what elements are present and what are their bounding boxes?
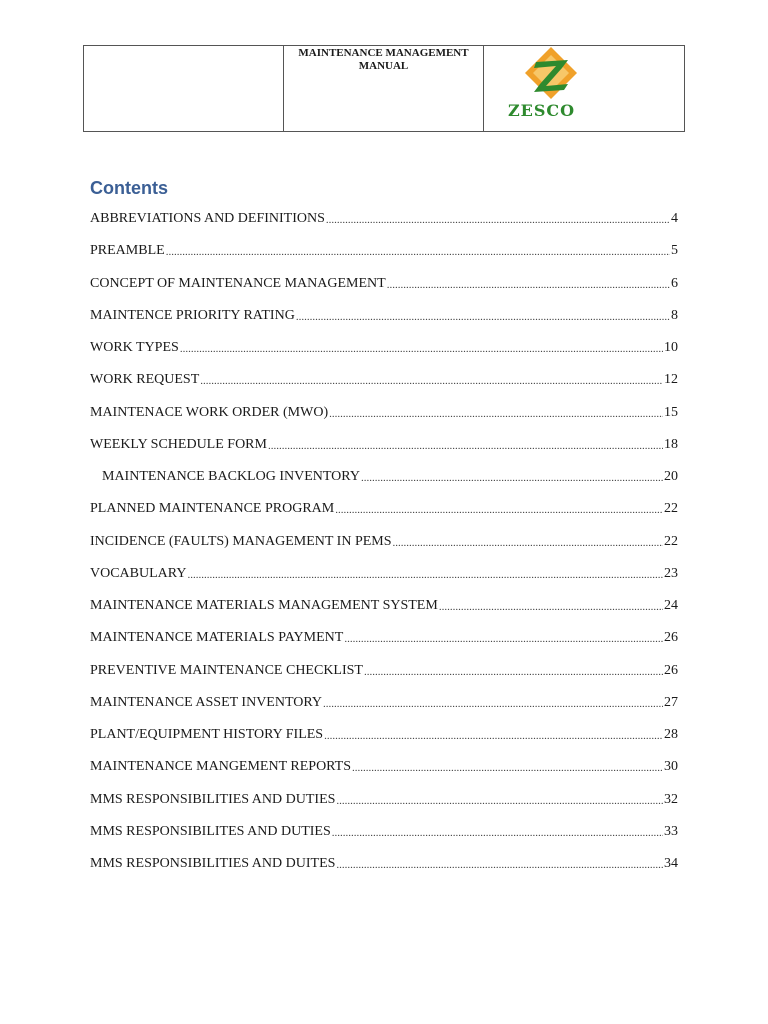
- toc-entry-title: PLANNED MAINTENANCE PROGRAM: [90, 501, 335, 517]
- toc-entry-page-number: 4: [671, 211, 678, 226]
- toc-entry[interactable]: [90, 467, 678, 499]
- toc-dot-leader: [187, 564, 663, 586]
- toc-entry-page-number: 15: [664, 404, 678, 420]
- table-of-contents: [90, 209, 678, 886]
- toc-dot-leader: [296, 306, 670, 328]
- toc-entry[interactable]: [90, 564, 678, 596]
- toc-entry-title: VOCABULARY: [90, 565, 187, 581]
- zesco-logo-text: ZESCO: [508, 101, 576, 120]
- toc-entry[interactable]: [90, 274, 678, 306]
- toc-entry-title: MAINTENANCE MATERIALS MANAGEMENT SYSTEM: [90, 598, 438, 613]
- toc-entry-page-number: 30: [664, 759, 678, 775]
- document-header-table: [83, 45, 685, 132]
- toc-entry[interactable]: [90, 370, 678, 402]
- toc-entry[interactable]: [90, 757, 678, 789]
- toc-entry[interactable]: [90, 532, 678, 564]
- toc-entry-title: INCIDENCE (FAULTS) MANAGEMENT IN PEMS: [90, 533, 392, 549]
- toc-entry-page-number: 33: [664, 823, 678, 839]
- toc-entry[interactable]: [90, 725, 678, 757]
- toc-entry[interactable]: [90, 661, 678, 693]
- toc-dot-leader: [361, 467, 663, 489]
- toc-entry-page-number: 12: [664, 372, 678, 388]
- toc-entry-title: MAINTENANCE MATERIALS PAYMENT: [90, 630, 344, 646]
- toc-entry-title: PREVENTIVE MAINTENANCE CHECKLIST: [90, 662, 363, 678]
- toc-entry-page-number: 6: [671, 275, 678, 291]
- toc-entry-title: MAINTENANCE MANGEMENT REPORTS: [90, 759, 352, 775]
- toc-dot-leader: [329, 403, 663, 425]
- toc-entry-title: MAINTENACE WORK ORDER (MWO): [90, 404, 329, 420]
- manual-title-line-1: MAINTENANCE MANAGEMENT: [298, 47, 469, 59]
- toc-entry-page-number: 5: [671, 243, 678, 259]
- toc-dot-leader: [387, 274, 670, 296]
- toc-dot-leader: [352, 757, 663, 779]
- toc-entry-title: ABBREVIATIONS AND DEFINITIONS: [90, 211, 325, 226]
- toc-entry-title: WORK TYPES: [90, 340, 179, 355]
- toc-entry[interactable]: [90, 306, 678, 338]
- toc-entry-page-number: 26: [664, 630, 678, 646]
- toc-dot-leader: [332, 822, 663, 844]
- toc-entry-title: CONCEPT OF MAINTENANCE MANAGEMENT: [90, 275, 386, 291]
- toc-entry[interactable]: [90, 790, 678, 822]
- toc-entry-page-number: 18: [664, 436, 678, 452]
- toc-entry[interactable]: [90, 338, 678, 370]
- toc-entry-page-number: 32: [664, 791, 678, 807]
- toc-dot-leader: [336, 854, 663, 876]
- toc-entry[interactable]: [90, 628, 678, 660]
- toc-entry[interactable]: [90, 499, 678, 531]
- toc-dot-leader: [323, 693, 663, 715]
- toc-entry-title: MAINTENANCE BACKLOG INVENTORY: [102, 469, 360, 484]
- toc-dot-leader: [326, 209, 670, 231]
- toc-dot-leader: [180, 338, 663, 360]
- toc-dot-leader: [324, 725, 663, 747]
- toc-dot-leader: [364, 661, 663, 683]
- toc-entry-page-number: 26: [664, 662, 678, 678]
- toc-entry[interactable]: [90, 693, 678, 725]
- toc-entry[interactable]: [90, 854, 678, 886]
- toc-entry-page-number: 34: [664, 856, 678, 871]
- toc-dot-leader: [344, 628, 663, 650]
- manual-title-line-2: MANUAL: [358, 60, 409, 72]
- header-title-cell: [284, 46, 484, 131]
- toc-entry-title: WEEKLY SCHEDULE FORM: [90, 436, 267, 452]
- toc-entry-page-number: 22: [664, 533, 678, 549]
- toc-entry-page-number: 24: [664, 598, 678, 613]
- toc-entry-title: PREAMBLE: [90, 243, 165, 259]
- toc-entry[interactable]: [90, 822, 678, 854]
- toc-entry-page-number: 10: [664, 340, 678, 355]
- toc-entry-page-number: 8: [671, 307, 678, 323]
- toc-entry-title: MMS RESPONSIBILITES AND DUTIES: [90, 823, 331, 839]
- toc-entry[interactable]: [90, 435, 678, 467]
- toc-entry-page-number: 20: [664, 469, 678, 484]
- toc-entry-page-number: 28: [664, 727, 678, 742]
- toc-entry-page-number: 22: [664, 501, 678, 517]
- toc-dot-leader: [268, 435, 663, 457]
- toc-entry[interactable]: [90, 596, 678, 628]
- toc-entry-title: PLANT/EQUIPMENT HISTORY FILES: [90, 727, 324, 742]
- toc-dot-leader: [439, 596, 663, 618]
- toc-dot-leader: [200, 370, 663, 392]
- toc-entry[interactable]: [90, 403, 678, 435]
- header-empty-cell: [84, 46, 284, 131]
- toc-entry-title: MAINTENCE PRIORITY RATING: [90, 307, 295, 323]
- toc-dot-leader: [393, 532, 663, 554]
- toc-entry-title: WORK REQUEST: [90, 372, 200, 388]
- toc-entry-page-number: 23: [664, 565, 678, 581]
- toc-entry-title: MMS RESPONSIBILITIES AND DUTIES: [90, 791, 336, 807]
- toc-entry[interactable]: [90, 241, 678, 273]
- toc-entry[interactable]: [90, 209, 678, 241]
- toc-dot-leader: [336, 790, 663, 812]
- toc-entry-title: MAINTENANCE ASSET INVENTORY: [90, 694, 323, 710]
- header-logo-cell: [484, 46, 684, 131]
- contents-heading: Contents: [90, 178, 168, 198]
- toc-dot-leader: [335, 499, 663, 521]
- toc-dot-leader: [166, 241, 670, 263]
- toc-entry-page-number: 27: [664, 694, 678, 710]
- zesco-logo-icon: [522, 46, 580, 100]
- toc-entry-title: MMS RESPONSIBILITIES AND DUITES: [90, 856, 336, 871]
